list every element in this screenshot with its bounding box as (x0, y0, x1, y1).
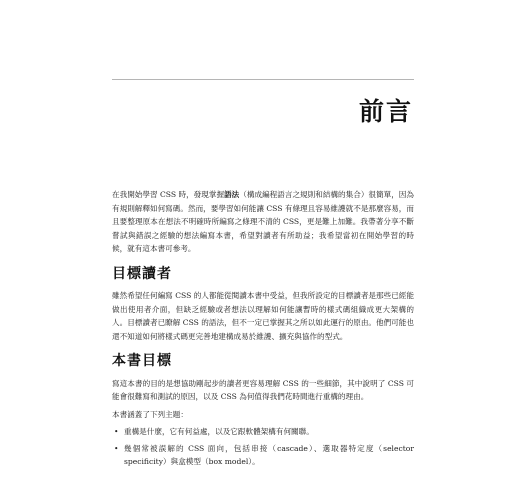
topics-list (112, 425, 414, 469)
audience-paragraph: 雖然希望任何編寫 CSS 的人都能從閱讀本書中受益，但我所設定的目標讀者是那些已經能做出使用者介面，但缺乏經驗或者想法以理解如何能讓暫時的樣式碼組織成更大架構的人。目標讀者已瞭解 CSS 的語法，但不一定已掌握其之所以如此運行的原由。他們可能也還不知道如何將樣式碼更完善地建構成易於維護、擴充與協作的型式。 (112, 291, 414, 341)
intro-lead: 在我開始學習 CSS 時，發現掌握 (112, 190, 225, 199)
page-content (112, 188, 414, 472)
topics-intro: 本書涵蓋了下列主題： (112, 409, 188, 419)
section-heading-audience: 目標讀者 (112, 265, 172, 282)
intro-rest: （構成編程語言之規則和結構的集合）很簡單，因為有規則解釋如何寫碼。然而，要學習如何能讓 CSS 有條理且容易維護就不是那麼容易，而且要整理原本在想法不明確時所編寫之條理不清的 CSS，更是難上加難。我帶著分享不斷嘗試與錯誤之經驗的想法編寫本書，希望對讀者有所助益；我希望當初在開始學習的時候，就有這本書可參考。 (112, 190, 414, 253)
section-heading-goals: 本書目標 (112, 353, 172, 369)
list-item: • 重構是什麼，它有何益處，以及它跟軟體架構有何關聯。 (124, 425, 414, 439)
chapter-title: 前言 (358, 97, 413, 126)
header-rule (112, 79, 414, 80)
intro-paragraph (112, 188, 414, 256)
goals-paragraph: 寫這本書的目的是想協助剛起步的讀者更容易理解 CSS 的一些細節，其中說明了 CSS 可能會很難寫和測試的原因，以及 CSS 為何值得我們花時間進行重構的理由。 (112, 378, 414, 401)
list-item: • 幾個常被誤解的 CSS 面向，包括串接（cascade）、選取器特定度（selector specificity）與盒模型（box model）。 (124, 442, 414, 469)
intro-term: 語法 (224, 190, 240, 199)
